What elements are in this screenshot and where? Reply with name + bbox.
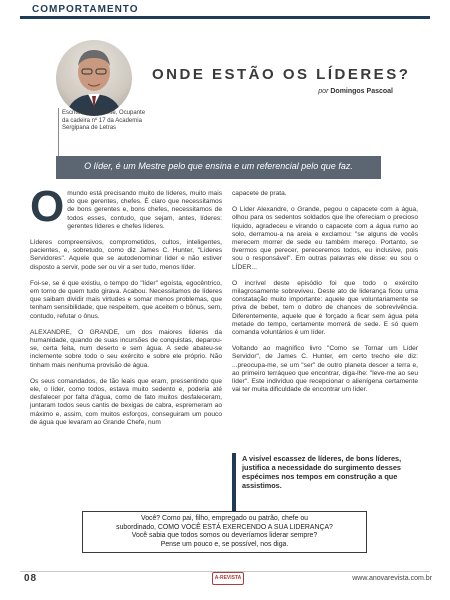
magazine-logo[interactable]: A-REVISTA (212, 572, 244, 585)
section-rule (20, 16, 430, 19)
banner-text: O líder, é um Mestre pelo que ensina e um referencial pelo que faz. (84, 161, 353, 171)
box-line: Você sabia que todos somos ou deveríamos liderar sempre? (131, 532, 318, 540)
paragraph: Voltando ao magnífico livro "Como se Tornar um Líder Servidor", de James C. Hunter, em certo trecho ele diz: ...preocupa-me, se um "ser" de outro planeta descer a terra e, ao primeiro terráqueo que encontrar, diga-lhe: "leve-me ao seu líder". Este indivíduo que recepcionar o alienígena certamente vai ter muita dificuldade de encontrar um líder. (232, 345, 418, 394)
byline (318, 88, 393, 95)
article-title: ONDE ESTÃO OS LÍDERES? (152, 66, 411, 83)
paragraph: Foi-se, se é que existiu, o tempo do "líder" egoísta, egocêntrico, em torno de quem tudo girava. Acabou. Necessitamos de líderes que saibam dividir mais virtudes e somar menos problemas, que tenham sensibilidade, que respeitem, que aceitem o bônus, sem, contudo, refutar o ônus. (30, 279, 222, 320)
paragraph: O incrível deste episódio foi que todo o exército milagrosamente sobreviveu. Deste ato de liderança ficou uma constatação muito importante: aquele que voluntariamente se priva de bebet, tem o dobro de chances de sobrevivência. Diferentemente, aquele que é forçado a ficar sem água pela metade do tempo, certamente morrerá de sede. E só quem comanda voluntários é um líder. (232, 279, 418, 337)
author-portrait (56, 40, 132, 116)
paragraph-text: mundo está precisando muito de líderes, muito mais do que gerentes, chefes. É claro que necessitamos de bons gerentes e, bons chefes, necessitamos de todos esses, contudo, que sejam, antes, líderes: gerentes líderes e chefes líderes. (67, 190, 222, 230)
column-right (232, 190, 418, 402)
section-label: COMPORTAMENTO (32, 4, 139, 15)
quote-banner (56, 156, 381, 179)
column-left (30, 182, 222, 435)
box-line: Pense um pouco e, se possível, nos diga. (160, 540, 289, 548)
website-link[interactable]: www.anovarevista.com.br (352, 575, 432, 582)
paragraph: Os seus comandados, de tão leais que eram, pressentindo que ele, o líder, como todos, estava muito sedento e, poderia até desfalecer por falta d'água, como de fato muitos desfaleceram, juntaram todos seus cantis de bexigas de cabra, espremeram ao máximo e, assim, com muitos esforços, conseguiram um pouco de água que levaram ao Grande Chefe, num (30, 377, 222, 426)
bio-divider (58, 108, 59, 156)
paragraph: O Líder Alexandre, o Grande, pegou o capacete com a água, olhou para os sedentos soldados que lhe ofereciam o precioso líquido, agradeceu e virando o capacete com a água rumo ao solo, derramou-a na areia e exclamou: "se alguns de vocês merecem morrer de sede eu também mereço. Portanto, se tivermos que perecer, pereceremos todos, eu inclusive, pois sou o responsável". Em outras palavras ele disse: eu sou o LÍDER... (232, 206, 418, 271)
box-line: Você? Como pai, filho, empregado ou patrão, chefe ou (140, 515, 309, 522)
callout-quote: A visível escassez de líderes, de bons líderes, justifica a necessidade do surgimento desses espécimes nos tempos em construção a que assistimos. (242, 454, 402, 490)
callout-bar (232, 453, 236, 511)
page-number: 08 (24, 573, 38, 584)
paragraph (30, 182, 222, 231)
author-bio: Escritor, Palestrante, Ocupante da cadeira nº 17 da Academia Sergipana de Letras (62, 110, 146, 131)
paragraph: capacete de prata. (232, 190, 287, 197)
question-box-text (83, 515, 366, 549)
author-name: Domingos Pascoal (330, 88, 393, 95)
byline-prefix: por (318, 88, 329, 95)
drop-cap: O (30, 182, 65, 231)
question-box (82, 511, 367, 553)
paragraph: ALEXANDRE, O GRANDE, um dos maiores líderes da humanidade, quando de suas incursões de conquistas, deparou-se, certa feita, num deserto e sem água. A sede abateu-se inclemente sobre todo o seu exército e sobre ele próprio. Não tinham mais nenhuma provisão de água. (30, 328, 222, 369)
box-line: subordinado, COMO VOCÊ ESTÁ EXERCENDO A SUA LIDERANÇA? (116, 523, 333, 531)
portrait-illustration (56, 40, 132, 116)
paragraph: Líderes compreensivos, comprometidos, cultos, inteligentes, pacientes, e, sobretudo, como diz James C. Hunter, "Líderes Servidores". Aquele que se autodenominar líder e não estiver disposto a servir, pode ser ou vir a ser tudo, menos líder. (30, 239, 222, 271)
